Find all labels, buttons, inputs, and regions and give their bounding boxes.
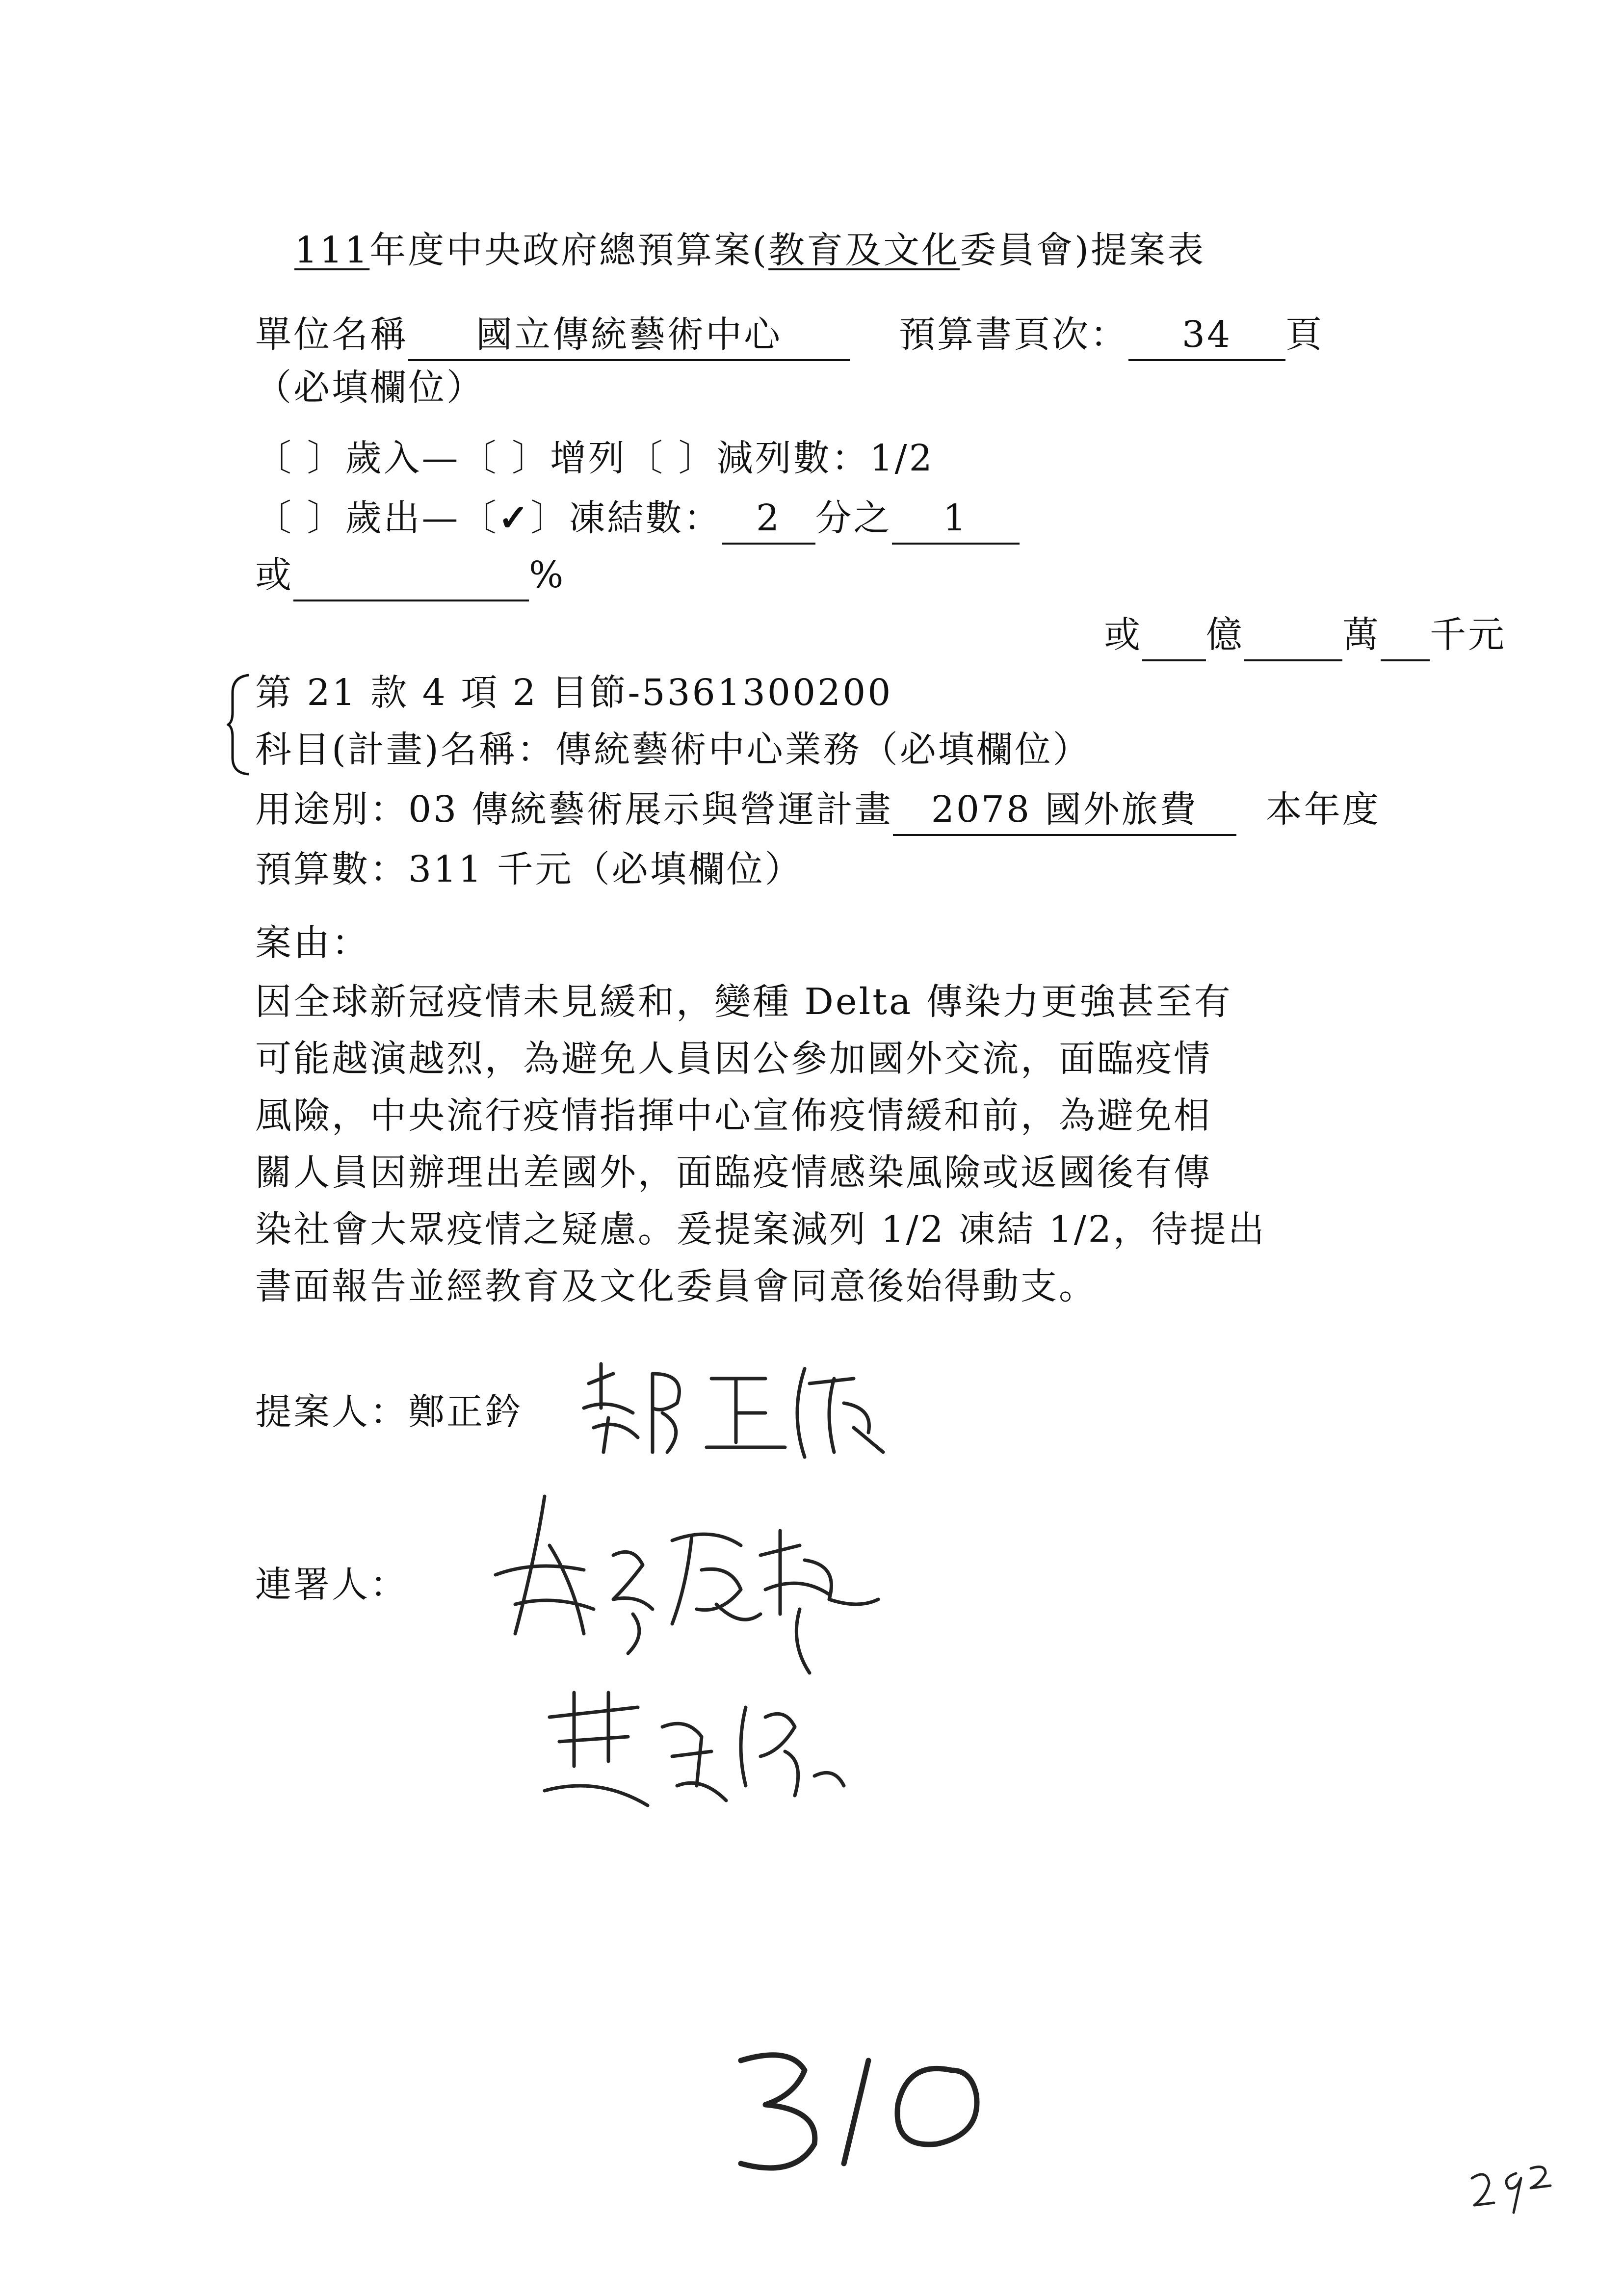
- proposer-label: 提案人：鄭正鈐: [255, 1391, 523, 1433]
- budget-line: 預算數：311 千元（必填欄位）: [255, 848, 803, 890]
- cosigner-label: 連署人：: [255, 1564, 408, 1606]
- freeze-checkmark: ✓: [498, 497, 531, 539]
- unit-value-field: 國立傳統藝術中心: [408, 310, 850, 361]
- expense-prefix: 〔 〕歲出—〔: [255, 497, 498, 539]
- title-committee: 教育及文化: [768, 229, 960, 271]
- unit-required-note: （必填欄位）: [255, 366, 485, 409]
- yi-label: 億: [1206, 614, 1244, 656]
- reason-line: 關人員因辦理出差國外，面臨疫情感染風險或返國後有傳: [255, 1151, 1212, 1194]
- usage-suffix: 本年度: [1265, 788, 1381, 831]
- wan-label: 萬: [1342, 614, 1381, 656]
- title-middle: 年度中央政府總預算案(: [369, 229, 769, 271]
- title-end: 委員會)提案表: [960, 229, 1205, 271]
- reason-line: 可能越演越烈，為避免人員因公參加國外交流，面臨疫情: [255, 1038, 1212, 1080]
- percent-sign: %: [529, 554, 566, 596]
- reason-line: 因全球新冠疫情未見緩和，變種 Delta 傳染力更強甚至有: [255, 981, 1232, 1023]
- handwritten-stamp-number: [721, 2041, 996, 2183]
- qian-field: [1381, 610, 1430, 661]
- reason-line: 書面報告並經教育及文化委員會同意後始得動支。: [255, 1265, 1097, 1307]
- or-label: 或: [255, 554, 293, 596]
- expense-suffix: 〕凍結數：: [530, 497, 722, 539]
- amount-line: [1104, 610, 1506, 661]
- expense-option-line: [255, 494, 1020, 545]
- percent-field: [293, 550, 529, 601]
- usage-line: [255, 785, 1381, 836]
- reason-label: 案由：: [255, 922, 370, 964]
- cosigner-signature-1: [486, 1487, 903, 1673]
- wan-field: [1244, 610, 1342, 661]
- fraction-denominator-field: 2: [722, 494, 815, 545]
- usage-item-field: 2078 國外旅費: [893, 785, 1236, 836]
- handwritten-page-number: [1467, 2159, 1565, 2218]
- percent-line: [255, 550, 565, 601]
- unit-label: 單位名稱: [255, 313, 408, 356]
- fraction-label: 分之: [815, 497, 892, 539]
- cosigner-signature-2: [540, 1678, 859, 1815]
- page-unit: 頁: [1285, 313, 1324, 356]
- fraction-numerator-field: 1: [892, 494, 1020, 545]
- proposer-signature: [579, 1354, 898, 1462]
- amount-or-label: 或: [1104, 614, 1142, 656]
- reason-line: 染社會大眾疫情之疑慮。爰提案減列 1/2 凍結 1/2，待提出: [255, 1208, 1266, 1251]
- yi-field: [1142, 610, 1206, 661]
- title-year: 111: [294, 229, 370, 271]
- qian-label: 千元: [1430, 614, 1506, 656]
- unit-row: [255, 310, 1324, 361]
- usage-prefix: 用途別：03 傳統藝術展示與營運計畫: [255, 788, 893, 831]
- page-label: 預算書頁次：: [899, 313, 1128, 356]
- income-option-line: 〔 〕歲入—〔 〕增列〔 〕減列數：1/2: [255, 437, 934, 479]
- page-title: [294, 226, 1205, 275]
- page-value-field: 34: [1128, 310, 1285, 361]
- account-name-line: 科目(計畫)名稱：傳統藝術中心業務（必填欄位）: [255, 729, 1091, 771]
- account-code-line: 第 21 款 4 項 2 目節-5361300200: [255, 672, 893, 714]
- account-bracket: [227, 673, 251, 776]
- reason-line: 風險，中央流行疫情指揮中心宣佈疫情緩和前，為避免相: [255, 1095, 1212, 1137]
